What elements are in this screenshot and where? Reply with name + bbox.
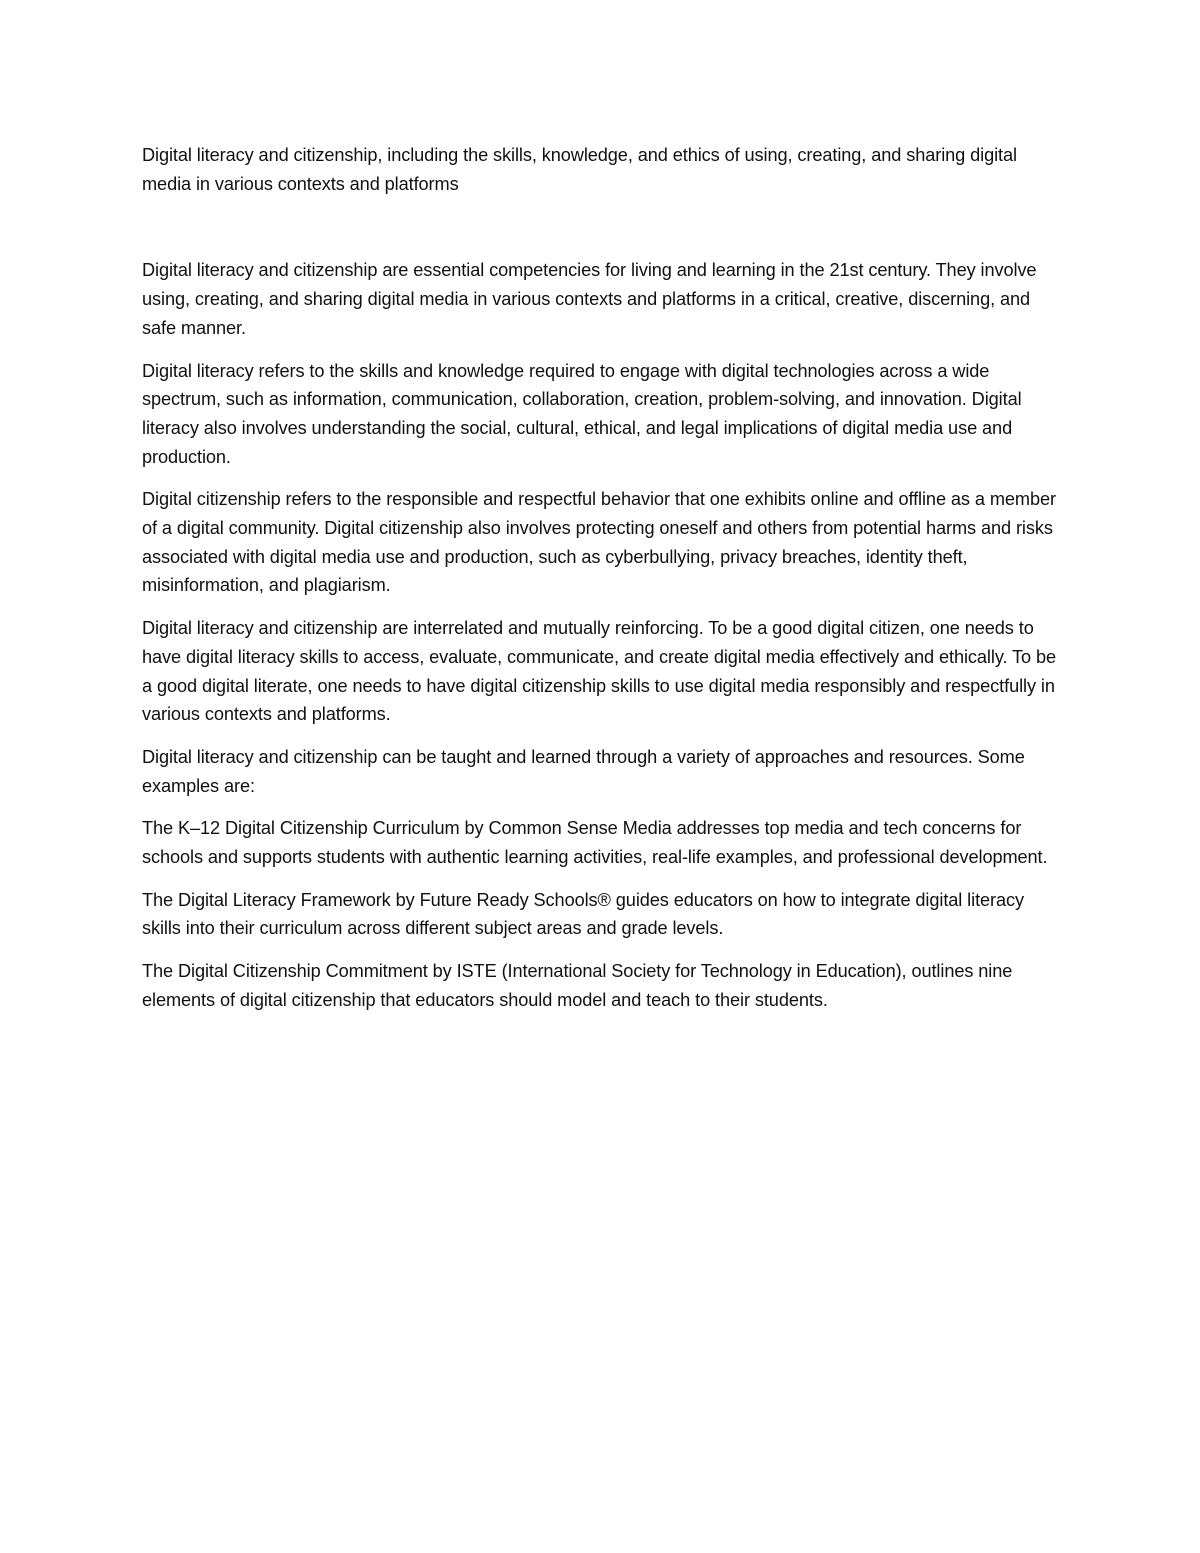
paragraph-approaches: Digital literacy and citizenship can be taught and learned through a variety of approaches and resources. Some examples are: [142,746,1025,796]
paragraph-common-sense-media: The K–12 Digital Citizenship Curriculum by Common Sense Media addresses top media and tech concerns for schools and supports students with authentic learning activities, real-life examples, and professional development. [142,818,1048,868]
document-body [142,141,1067,1029]
paragraph-digital-literacy: Digital literacy refers to the skills and knowledge required to engage with digital technologies across a wide spectrum, such as information, communication, collaboration, creation, problem-solving, and innovation. Digital literacy also involves understanding the social, cultural, ethical, and legal implications of digital media use and production. [142,360,1022,467]
paragraph-iste: The Digital Citizenship Commitment by ISTE (International Society for Technology in Education), outlines nine elements of digital citizenship that educators should model and teach to their students. [142,961,1013,1010]
paragraph-intro: Digital literacy and citizenship are essential competencies for living and learning in the 21st century. They involve using, creating, and sharing digital media in various contexts and platforms in a critical, creative, discerning, and safe manner. [142,260,1037,338]
document-title: Digital literacy and citizenship, including the skills, knowledge, and ethics of using, creating, and sharing digital media in various contexts and platforms [142,145,1017,194]
paragraph-interrelation: Digital literacy and citizenship are interrelated and mutually reinforcing. To be a good digital citizen, one needs to have digital literacy skills to access, evaluate, communicate, and create digital media effectively and ethically. To be a good digital literate, one needs to have digital citizenship skills to use digital media responsibly and respectfully in various contexts and platforms. [142,618,1057,725]
paragraph-digital-citizenship: Digital citizenship refers to the responsible and respectful behavior that one exhibits online and offline as a member of a digital community. Digital citizenship also involves protecting oneself and others from potential harms and risks associated with digital media use and production, such as cyberbullying, privacy breaches, identity theft, misinformation, and plagiarism. [142,489,1056,596]
paragraph-future-ready-schools: The Digital Literacy Framework by Future Ready Schools® guides educators on how to integrate digital literacy skills into their curriculum across different subject areas and grade levels. [142,889,1024,939]
